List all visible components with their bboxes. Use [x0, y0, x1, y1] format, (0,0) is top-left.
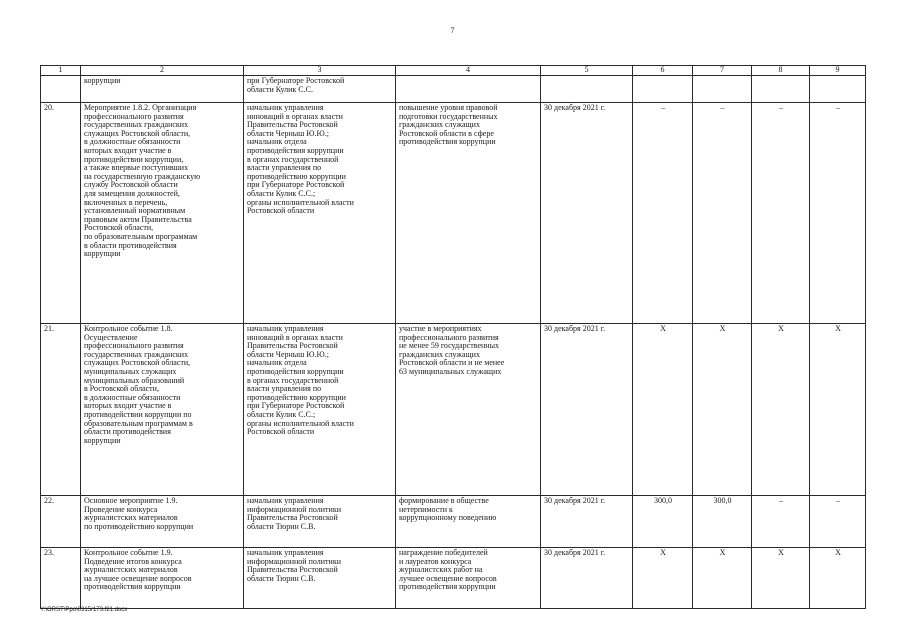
- executor-cell: при Губернаторе Ростовской области Кулик С.С.: [244, 76, 396, 103]
- header-cell: 2: [81, 66, 244, 76]
- event-cell: Основное мероприятие 1.9. Проведение конкурса журналистских материалов по противодействию коррупции: [81, 496, 244, 548]
- value-cell: Х: [810, 324, 866, 496]
- value-cell: –: [752, 496, 810, 548]
- value-cell: –: [752, 103, 810, 324]
- header-cell: 7: [693, 66, 752, 76]
- executor-cell: начальник управления информационной политики Правительства Ростовской области Тюрин С.В.: [244, 548, 396, 609]
- header-row: [41, 66, 866, 76]
- value-cell: [693, 76, 752, 103]
- value-cell: Х: [810, 548, 866, 609]
- value-cell: Х: [633, 548, 693, 609]
- value-cell: –: [693, 103, 752, 324]
- value-cell: Х: [693, 324, 752, 496]
- date-cell: [541, 76, 633, 103]
- row-number: 22.: [41, 496, 81, 548]
- value-cell: 300,0: [693, 496, 752, 548]
- row-number: 23.: [41, 548, 81, 609]
- row-number: [41, 76, 81, 103]
- value-cell: Х: [693, 548, 752, 609]
- file-path-footer: Y:\ORST\Ppo\0315r173.f21.docx: [40, 607, 128, 613]
- value-cell: Х: [752, 324, 810, 496]
- date-cell: 30 декабря 2021 г.: [541, 496, 633, 548]
- value-cell: –: [810, 103, 866, 324]
- row-number: 21.: [41, 324, 81, 496]
- event-cell: коррупции: [81, 76, 244, 103]
- result-cell: участие в мероприятиях профессионального развития не менее 59 государственных гражданских служащих Ростовской области и не менее 63 муниципальных служащих: [396, 324, 541, 496]
- event-cell: Мероприятие 1.8.2. Организация профессионального развития государственных гражданских служащих Ростовской области, в должностные обязанности которых входит участие в противодействии коррупции, а также впервые поступивших на государственную гражданскую службу Ростовской области для замещения должностей, включенных в перечень, установленный нормативным правовым актом Правительства Ростовской области, по образовательным программам в области противодействия коррупции: [81, 103, 244, 324]
- header-cell: 6: [633, 66, 693, 76]
- table-row: [41, 103, 866, 324]
- value-cell: [810, 76, 866, 103]
- table-row: [41, 324, 866, 496]
- value-cell: –: [810, 496, 866, 548]
- header-cell: 4: [396, 66, 541, 76]
- date-cell: 30 декабря 2021 г.: [541, 548, 633, 609]
- value-cell: Х: [633, 324, 693, 496]
- date-cell: 30 декабря 2021 г.: [541, 103, 633, 324]
- event-cell: Контрольное событие 1.9. Подведение итогов конкурса журналистских материалов на лучшее освещение вопросов противодействия коррупции: [81, 548, 244, 609]
- value-cell: [752, 76, 810, 103]
- executor-cell: начальник управления информационной политики Правительства Ростовской области Тюрин С.В.: [244, 496, 396, 548]
- result-cell: повышение уровня правовой подготовки государственных гражданских служащих Ростовской области в сфере противодействия коррупции: [396, 103, 541, 324]
- row-number: 20.: [41, 103, 81, 324]
- value-cell: –: [633, 103, 693, 324]
- plan-table: [40, 65, 866, 609]
- result-cell: формирование в обществе нетерпимости к коррупционному поведению: [396, 496, 541, 548]
- table-row: [41, 548, 866, 609]
- header-cell: 1: [41, 66, 81, 76]
- header-cell: 8: [752, 66, 810, 76]
- executor-cell: начальник управления инноваций в органах власти Правительства Ростовской области Черныш Ю.Ю.; начальник отдела противодействия коррупции в органах государственной власти управления по противодействию коррупции при Губернаторе Ростовской области Кулик С.С.; органы исполнительной власти Ростовской области: [244, 324, 396, 496]
- value-cell: [633, 76, 693, 103]
- page-number: 7: [450, 26, 455, 35]
- header-cell: 5: [541, 66, 633, 76]
- header-cell: 9: [810, 66, 866, 76]
- value-cell: Х: [752, 548, 810, 609]
- event-cell: Контрольное событие 1.8. Осуществление профессионального развития государственных гражданских служащих Ростовской области, муниципальных служащих муниципальных образований в Ростовской области, в должностные обязанности которых входит участие в противодействии коррупции по образовательным программам в области противодействия коррупции: [81, 324, 244, 496]
- header-cell: 3: [244, 66, 396, 76]
- result-cell: награждение победителей и лауреатов конкурса журналистских работ на лучшее освещение вопросов противодействия коррупции: [396, 548, 541, 609]
- result-cell: [396, 76, 541, 103]
- table-row: [41, 496, 866, 548]
- date-cell: 30 декабря 2021 г.: [541, 324, 633, 496]
- value-cell: 300,0: [633, 496, 693, 548]
- table-row: [41, 76, 866, 103]
- executor-cell: начальник управления инноваций в органах власти Правительства Ростовской области Черныш Ю.Ю.; начальник отдела противодействия коррупции в органах государственной власти управления по противодействию коррупции при Губернаторе Ростовской области Кулик С.С.; органы исполнительной власти Ростовской области: [244, 103, 396, 324]
